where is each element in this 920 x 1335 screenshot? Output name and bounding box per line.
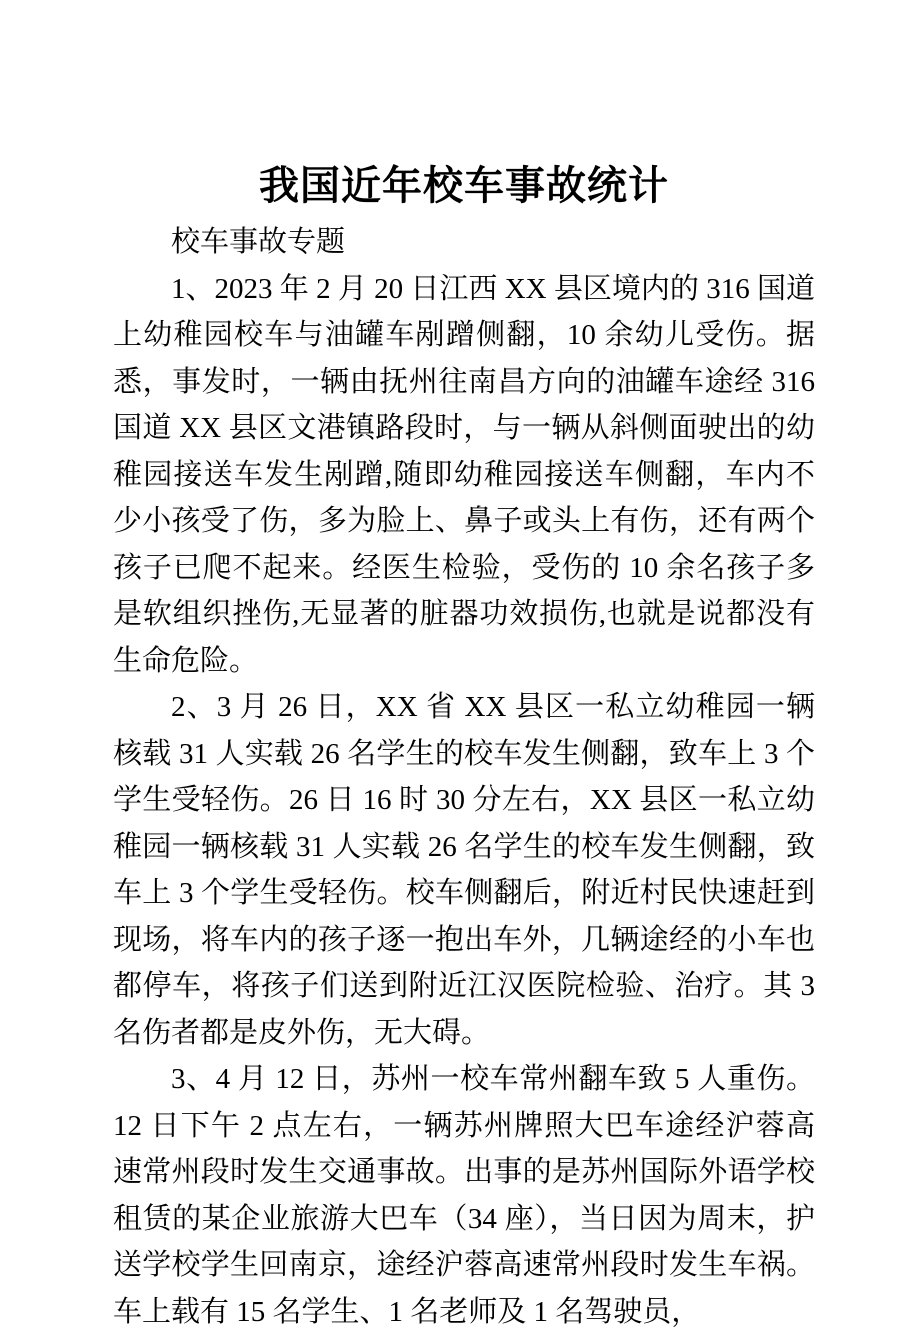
paragraph-accident-3: 3、4 月 12 日，苏州一校车常州翻车致 5 人重伤。12 日下午 2 点左右，一辆苏州牌照大巴车途经沪蓉高速常州段时发生交通事故。出事的是苏州国际外语学校租赁的某企业旅游大巴车（34 座），当日因为周末，护送学校学生回南京，途经沪蓉高速常州段时发生车祸。车上载有 15 名学生、1 名老师及 1 名驾驶员， xyxy=(113,1063,815,1328)
document-subtitle: 校车事故专题 xyxy=(171,226,346,258)
paragraph-accident-1: 1、2023 年 2 月 20 日江西 XX 县区境内的 316 国道上幼稚园校车与油罐车剐蹭侧翻，10 余幼儿受伤。据悉，事发时，一辆由抚州往南昌方向的油罐车途经 316 国道 XX 县区文港镇路段时，与一辆从斜侧面驶出的幼稚园接送车发生剐蹭,随即幼稚园接送车侧翻，车内不少小孩受了伤，多为脸上、鼻子或头上有伤，还有两个孩子已爬不起来。经医生检验，受伤的 10 余名孩子多是软组织挫伤,无显著的脏器功效损伤,也就是说都没有生命危险。 xyxy=(113,272,815,677)
paragraph-accident-2: 2、3 月 26 日，XX 省 XX 县区一私立幼稚园一辆核载 31 人实载 26 名学生的校车发生侧翻，致车上 3 个学生受轻伤。26 日 16 时 30 分左右，XX 县区一私立幼稚园一辆核载 31 人实载 26 名学生的校车发生侧翻，致车上 3 个学生受轻伤。校车侧翻后，附近村民快速赶到现场，将车内的孩子逐一抱出车外，几辆途经的小车也都停车，将孩子们送到附近江汉医院检验、治疗。其 3 名伤者都是皮外伤，无大碍。 xyxy=(113,691,815,1049)
document-body xyxy=(113,219,815,1335)
page-title: 我国近年校车事故统计 xyxy=(259,163,669,208)
